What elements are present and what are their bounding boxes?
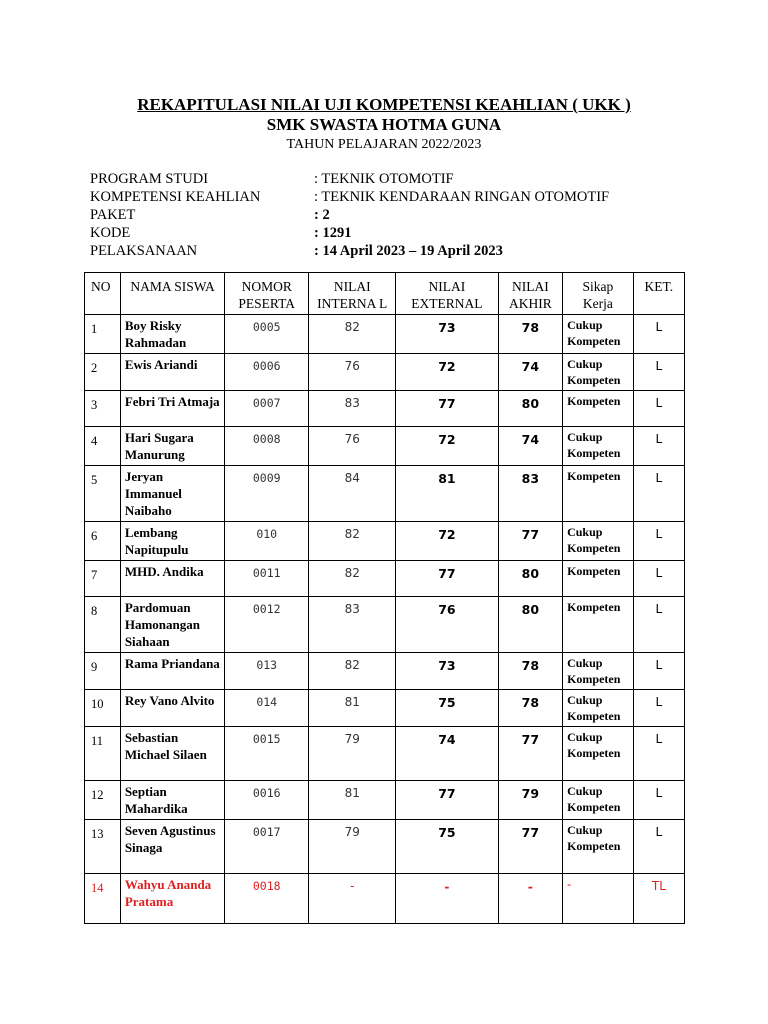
header-sikap: Sikap Kerja [563,273,634,315]
cell-sikap: Cukup Kompeten [563,427,634,466]
cell-external: - [396,874,498,924]
cell-nomor: 010 [225,522,309,561]
cell-sikap: Cukup Kompeten [563,315,634,354]
info-row-kode [90,224,690,242]
cell-ket: L [633,781,684,820]
cell-internal: - [309,874,396,924]
cell-external: 75 [396,820,498,874]
cell-nomor: 0008 [225,427,309,466]
cell-ket: L [633,315,684,354]
header-internal: NILAI INTERNA L [309,273,396,315]
cell-nama: Septian Mahardika [120,781,224,820]
cell-sikap: Cukup Kompeten [563,354,634,391]
cell-external: 74 [396,727,498,781]
academic-year: TAHUN PELAJARAN 2022/2023 [286,137,482,152]
info-row-paket [90,206,690,224]
cell-internal: 84 [309,466,396,522]
info-value: : 2 [314,207,330,223]
cell-akhir: 80 [498,561,563,597]
info-label: PROGRAM STUDI [90,171,209,187]
cell-no: 14 [85,874,121,924]
cell-sikap: Kompeten [563,597,634,653]
cell-nama: Ewis Ariandi [120,354,224,391]
cell-internal: 82 [309,522,396,561]
cell-no: 5 [85,466,121,522]
info-row-program [90,170,690,188]
cell-external: 73 [396,315,498,354]
cell-sikap: Cukup Kompeten [563,690,634,727]
info-block [90,170,690,260]
cell-internal: 79 [309,820,396,874]
cell-ket: TL [633,874,684,924]
cell-akhir: 79 [498,781,563,820]
table-header-row [85,273,685,315]
info-label: PAKET [90,207,136,223]
cell-sikap: Kompeten [563,391,634,427]
cell-nomor: 014 [225,690,309,727]
cell-internal: 82 [309,561,396,597]
cell-nama: Jeryan Immanuel Naibaho [120,466,224,522]
table-row [85,315,685,354]
header-external: NILAI EXTERNAL [396,273,498,315]
cell-internal: 81 [309,781,396,820]
cell-akhir: 77 [498,522,563,561]
cell-nomor: 0006 [225,354,309,391]
score-table [84,272,685,924]
header-nomor: NOMOR PESERTA [225,273,309,315]
cell-ket: L [633,391,684,427]
cell-ket: L [633,427,684,466]
cell-nomor: 0012 [225,597,309,653]
cell-nama: Rey Vano Alvito [120,690,224,727]
cell-sikap: Kompeten [563,561,634,597]
cell-sikap: - [563,874,634,924]
cell-no: 4 [85,427,121,466]
cell-akhir: 77 [498,820,563,874]
table-row [85,597,685,653]
cell-nama: Seven Agustinus Sinaga [120,820,224,874]
cell-sikap: Cukup Kompeten [563,781,634,820]
cell-sikap: Kompeten [563,466,634,522]
cell-nomor: 0005 [225,315,309,354]
cell-akhir: 78 [498,690,563,727]
school-name: SMK SWASTA HOTMA GUNA [266,115,502,134]
cell-akhir: 74 [498,354,563,391]
info-value: : TEKNIK KENDARAAN RINGAN OTOMOTIF [314,189,610,205]
cell-external: 81 [396,466,498,522]
cell-ket: L [633,597,684,653]
cell-akhir: 78 [498,315,563,354]
cell-ket: L [633,522,684,561]
info-value: : TEKNIK OTOMOTIF [314,171,454,187]
cell-internal: 79 [309,727,396,781]
cell-internal: 82 [309,315,396,354]
cell-nama: MHD. Andika [120,561,224,597]
cell-internal: 76 [309,427,396,466]
cell-nomor: 013 [225,653,309,690]
cell-external: 73 [396,653,498,690]
table-row [85,561,685,597]
cell-ket: L [633,690,684,727]
cell-sikap: Cukup Kompeten [563,653,634,690]
cell-akhir: 83 [498,466,563,522]
cell-nomor: 0018 [225,874,309,924]
table-row [85,820,685,874]
info-row-pelaksanaan [90,242,690,260]
table-row [85,653,685,690]
cell-no: 2 [85,354,121,391]
table-row [85,727,685,781]
cell-external: 77 [396,561,498,597]
info-value: : 1291 [314,225,352,241]
header-no: NO [85,273,121,315]
table-row [85,427,685,466]
cell-ket: L [633,653,684,690]
cell-ket: L [633,354,684,391]
cell-no: 1 [85,315,121,354]
cell-akhir: 74 [498,427,563,466]
cell-external: 75 [396,690,498,727]
cell-external: 72 [396,354,498,391]
table-row [85,391,685,427]
cell-nomor: 0011 [225,561,309,597]
header-ket: KET. [633,273,684,315]
table-row [85,466,685,522]
cell-nama: Lembang Napitupulu [120,522,224,561]
cell-sikap: Cukup Kompeten [563,727,634,781]
header-akhir: NILAI AKHIR [498,273,563,315]
info-label: KOMPETENSI KEAHLIAN [90,189,261,205]
table-row [85,690,685,727]
cell-external: 72 [396,427,498,466]
cell-no: 6 [85,522,121,561]
cell-nama: Boy Risky Rahmadan [120,315,224,354]
cell-nomor: 0015 [225,727,309,781]
cell-akhir: 78 [498,653,563,690]
cell-nama: Rama Priandana [120,653,224,690]
cell-internal: 83 [309,391,396,427]
cell-nama: Febri Tri Atmaja [120,391,224,427]
cell-no: 12 [85,781,121,820]
info-value: : 14 April 2023 – 19 April 2023 [314,243,503,259]
cell-nama: Wahyu Ananda Pratama [120,874,224,924]
cell-no: 9 [85,653,121,690]
info-row-kompetensi [90,188,690,206]
cell-ket: L [633,466,684,522]
header-nama: NAMA SISWA [120,273,224,315]
cell-no: 7 [85,561,121,597]
cell-akhir: - [498,874,563,924]
cell-nomor: 0016 [225,781,309,820]
info-label: PELAKSANAAN [90,243,198,259]
cell-external: 72 [396,522,498,561]
cell-no: 10 [85,690,121,727]
cell-ket: L [633,820,684,874]
cell-akhir: 77 [498,727,563,781]
cell-external: 77 [396,781,498,820]
cell-akhir: 80 [498,597,563,653]
cell-external: 77 [396,391,498,427]
cell-ket: L [633,727,684,781]
cell-internal: 82 [309,653,396,690]
table-row [85,354,685,391]
cell-no: 13 [85,820,121,874]
cell-akhir: 80 [498,391,563,427]
table-row [85,874,685,924]
cell-sikap: Cukup Kompeten [563,820,634,874]
cell-nomor: 0007 [225,391,309,427]
cell-internal: 83 [309,597,396,653]
document-title: REKAPITULASI NILAI UJI KOMPETENSI KEAHLIAN ( UKK ) [137,95,631,114]
cell-nomor: 0017 [225,820,309,874]
cell-ket: L [633,561,684,597]
info-label: KODE [90,225,131,241]
cell-nama: Sebastian Michael Silaen [120,727,224,781]
cell-nomor: 0009 [225,466,309,522]
cell-no: 3 [85,391,121,427]
cell-nama: Hari Sugara Manurung [120,427,224,466]
cell-external: 76 [396,597,498,653]
cell-sikap: Cukup Kompeten [563,522,634,561]
cell-no: 11 [85,727,121,781]
table-row [85,781,685,820]
cell-internal: 76 [309,354,396,391]
table-row [85,522,685,561]
cell-no: 8 [85,597,121,653]
cell-nama: Pardomuan Hamonangan Siahaan [120,597,224,653]
cell-internal: 81 [309,690,396,727]
